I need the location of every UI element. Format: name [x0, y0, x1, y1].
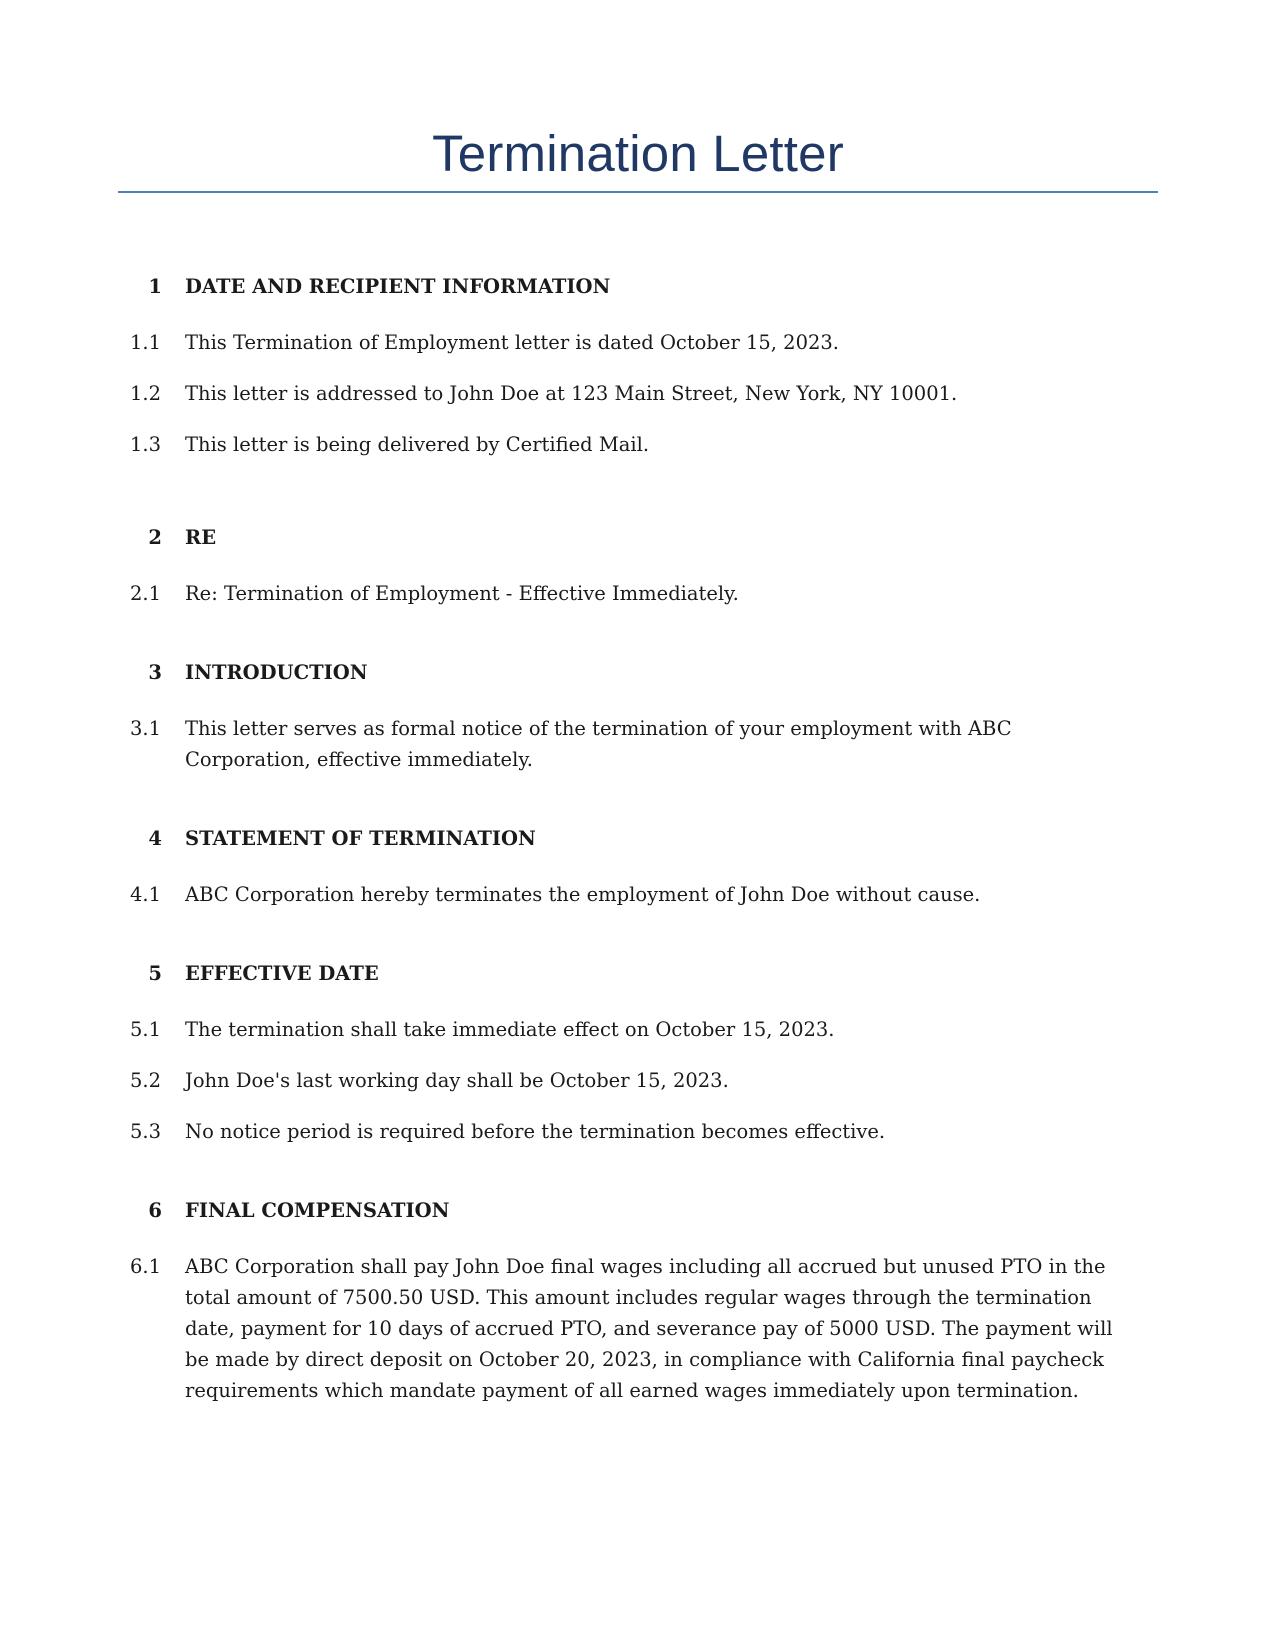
- section-title: DATE AND RECIPIENT INFORMATION: [185, 275, 611, 298]
- section-number: 1: [148, 275, 162, 298]
- clause-number: 5.3: [129, 1120, 161, 1143]
- clause-number: 3.1: [129, 717, 161, 740]
- document-title: Termination Letter: [432, 125, 844, 182]
- section-title: RE: [185, 526, 217, 549]
- section-title: STATEMENT OF TERMINATION: [185, 827, 536, 850]
- section-date-recipient: [0, 275, 1275, 460]
- clause-text: ABC Corporation shall pay John Doe final wages including all accrued but unused PTO in the total amount of 7500.50 USD. This amount includes regular wages through the termination date, payment for 10 days of accrued PTO, and severance pay of 5000 USD. The payment will be made by direct deposit on October 20, 2023, in compliance with California final paycheck requirements which mandate payment of all earned wages immediately upon termination.: [185, 1255, 1113, 1402]
- clause-text: This letter is addressed to John Doe at 123 Main Street, New York, NY 10001.: [185, 382, 958, 405]
- clause-number: 1.1: [129, 331, 161, 354]
- section-title: FINAL COMPENSATION: [185, 1199, 450, 1222]
- section-number: 2: [148, 526, 162, 549]
- clause-number: 2.1: [129, 582, 161, 605]
- section-number: 6: [148, 1199, 162, 1222]
- clause-text: No notice period is required before the termination becomes effective.: [185, 1120, 886, 1143]
- clause: [0, 1116, 1275, 1147]
- section-number: 5: [148, 962, 162, 985]
- clause: [0, 378, 1275, 409]
- clause-text: John Doe's last working day shall be October 15, 2023.: [185, 1069, 729, 1092]
- clause-number: 1.3: [129, 433, 161, 456]
- title-underline: [118, 191, 1158, 193]
- section-heading: [0, 1199, 1275, 1229]
- section-number: 4: [148, 827, 162, 850]
- clause: [0, 713, 1275, 775]
- clause-text: The termination shall take immediate effect on October 15, 2023.: [185, 1018, 835, 1041]
- clause-number: 6.1: [129, 1255, 161, 1278]
- clause: [0, 1251, 1275, 1406]
- clause: [0, 879, 1275, 910]
- clause-text: This letter serves as formal notice of the termination of your employment with ABC Corporation, effective immediately.: [185, 717, 1012, 771]
- clause-number: 1.2: [129, 382, 161, 405]
- section-re: [0, 526, 1275, 609]
- clause-text: This Termination of Employment letter is dated October 15, 2023.: [185, 331, 840, 354]
- clause: [0, 1065, 1275, 1096]
- section-heading: [0, 661, 1275, 691]
- clause: [0, 327, 1275, 358]
- clause-text: This letter is being delivered by Certified Mail.: [185, 433, 650, 456]
- clause: [0, 429, 1275, 460]
- section-title: EFFECTIVE DATE: [185, 962, 379, 985]
- section-heading: [0, 526, 1275, 556]
- clause-number: 4.1: [129, 883, 161, 906]
- section-final-compensation: [0, 1199, 1275, 1406]
- sections-container: [0, 275, 1275, 1458]
- clause-number: 5.1: [129, 1018, 161, 1041]
- clause-text: ABC Corporation hereby terminates the employment of John Doe without cause.: [185, 883, 981, 906]
- section-statement-of-termination: [0, 827, 1275, 910]
- section-heading: [0, 827, 1275, 857]
- section-number: 3: [148, 661, 162, 684]
- clause: [0, 1014, 1275, 1045]
- clause: [0, 578, 1275, 609]
- section-heading: [0, 962, 1275, 992]
- section-heading: [0, 275, 1275, 305]
- section-title: INTRODUCTION: [185, 661, 368, 684]
- clause-number: 5.2: [129, 1069, 161, 1092]
- section-effective-date: [0, 962, 1275, 1147]
- section-introduction: [0, 661, 1275, 775]
- clause-text: Re: Termination of Employment - Effective Immediately.: [185, 582, 739, 605]
